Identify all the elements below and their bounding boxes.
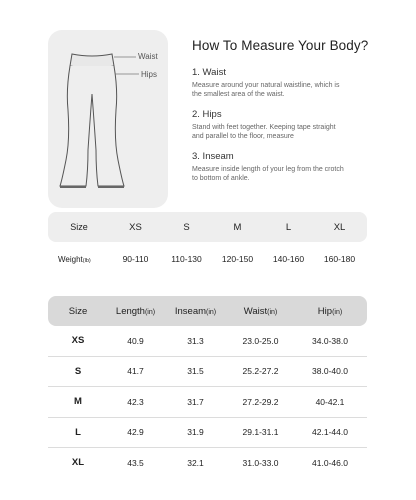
- column-name: Length: [115, 305, 145, 317]
- size-cell: XS: [71, 335, 85, 347]
- waist-cell: 23.0-25.0: [242, 335, 279, 346]
- table-row: [48, 448, 367, 478]
- length-cell: 40.9: [127, 335, 144, 346]
- column-unit: (in): [332, 308, 343, 316]
- weight-unit: (lb): [82, 257, 91, 264]
- step-desc-line: and parallel to the floor, measure: [192, 133, 294, 140]
- length-cell: 42.9: [127, 427, 144, 438]
- weight-cell: 120-150: [221, 254, 254, 264]
- size-chart-header: [48, 296, 367, 326]
- table-row: [48, 387, 367, 418]
- size-chart-table: [48, 296, 367, 478]
- waist-cell: 29.1-31.1: [242, 427, 279, 438]
- column-header-waist: [228, 306, 293, 317]
- length-cell: 43.5: [127, 457, 144, 468]
- column-unit: (in): [144, 308, 156, 316]
- inseam-cell: 31.9: [187, 427, 204, 438]
- weight-cell: 90-110: [122, 254, 149, 264]
- size-heading: XS: [129, 221, 142, 233]
- length-cell: 42.3: [127, 396, 144, 407]
- step-desc-line: Stand with feet together. Keeping tape straight: [192, 124, 336, 131]
- size-heading: M: [233, 221, 242, 233]
- waist-cell: 31.0-33.0: [242, 457, 279, 468]
- step-description: [192, 123, 397, 141]
- size-cell: L: [75, 426, 81, 438]
- step-waist: [192, 67, 397, 99]
- hips-label: Hips: [141, 70, 158, 79]
- weight-table-header: [48, 212, 367, 242]
- weight-table-size-label: Size: [70, 222, 88, 232]
- step-description: [192, 165, 397, 183]
- column-name: Waist: [243, 305, 268, 317]
- hip-cell: 38.0-40.0: [312, 366, 348, 377]
- guide-title: How To Measure Your Body?: [192, 38, 369, 53]
- step-description: [192, 81, 397, 99]
- step-heading: 3. Inseam: [192, 151, 234, 162]
- size-heading: S: [183, 221, 190, 233]
- table-row: [48, 326, 367, 357]
- column-name: Inseam: [174, 305, 207, 317]
- step-desc-line: Measure around your natural waistline, which is: [192, 82, 340, 89]
- weight-label: Weight: [58, 254, 83, 264]
- waist-cell: 27.2-29.2: [242, 396, 279, 407]
- weight-cell: 110-130: [171, 254, 202, 264]
- waist-cell: 25.2-27.2: [242, 366, 279, 377]
- column-unit: (in): [206, 308, 217, 316]
- size-cell: XL: [71, 457, 85, 469]
- step-heading: 2. Hips: [192, 109, 222, 120]
- step-desc-line: Measure inside length of your leg from the crotch: [192, 166, 344, 173]
- weight-table: [48, 212, 367, 274]
- weight-cell: 160-180: [323, 254, 356, 264]
- hip-cell: 42.1-44.0: [312, 427, 348, 438]
- column-header-hip: [293, 306, 367, 317]
- size-cell: M: [74, 396, 82, 408]
- column-name: Size: [68, 305, 88, 317]
- weight-row: [48, 244, 367, 274]
- hip-cell: 34.0-38.0: [312, 335, 348, 346]
- column-header-size: [48, 306, 108, 317]
- hip-cell: 40-42.1: [315, 396, 345, 407]
- step-hips: [192, 109, 397, 141]
- inseam-cell: 31.3: [187, 335, 204, 346]
- step-inseam: [192, 151, 397, 183]
- length-cell: 41.7: [127, 366, 144, 377]
- weight-cell: 140-160: [272, 254, 305, 264]
- column-header-length: [108, 306, 163, 317]
- size-heading: L: [285, 221, 292, 233]
- inseam-cell: 32.1: [187, 457, 204, 468]
- hip-cell: 41.0-46.0: [312, 457, 348, 468]
- waist-label: Waist: [138, 52, 158, 61]
- column-name: Hip: [317, 305, 333, 317]
- table-row: [48, 418, 367, 449]
- inseam-cell: 31.7: [187, 396, 204, 407]
- size-cell: S: [74, 365, 82, 377]
- size-heading: XL: [333, 221, 346, 233]
- column-header-inseam: [163, 306, 228, 317]
- table-row: [48, 357, 367, 388]
- inseam-cell: 31.5: [187, 366, 204, 377]
- column-unit: (in): [267, 308, 278, 316]
- step-desc-line: to bottom of ankle.: [192, 175, 250, 182]
- step-desc-line: the smallest area of the waist.: [192, 91, 285, 98]
- step-heading: 1. Waist: [192, 67, 226, 78]
- weight-row-label: [48, 255, 110, 264]
- measure-guide: [192, 38, 397, 193]
